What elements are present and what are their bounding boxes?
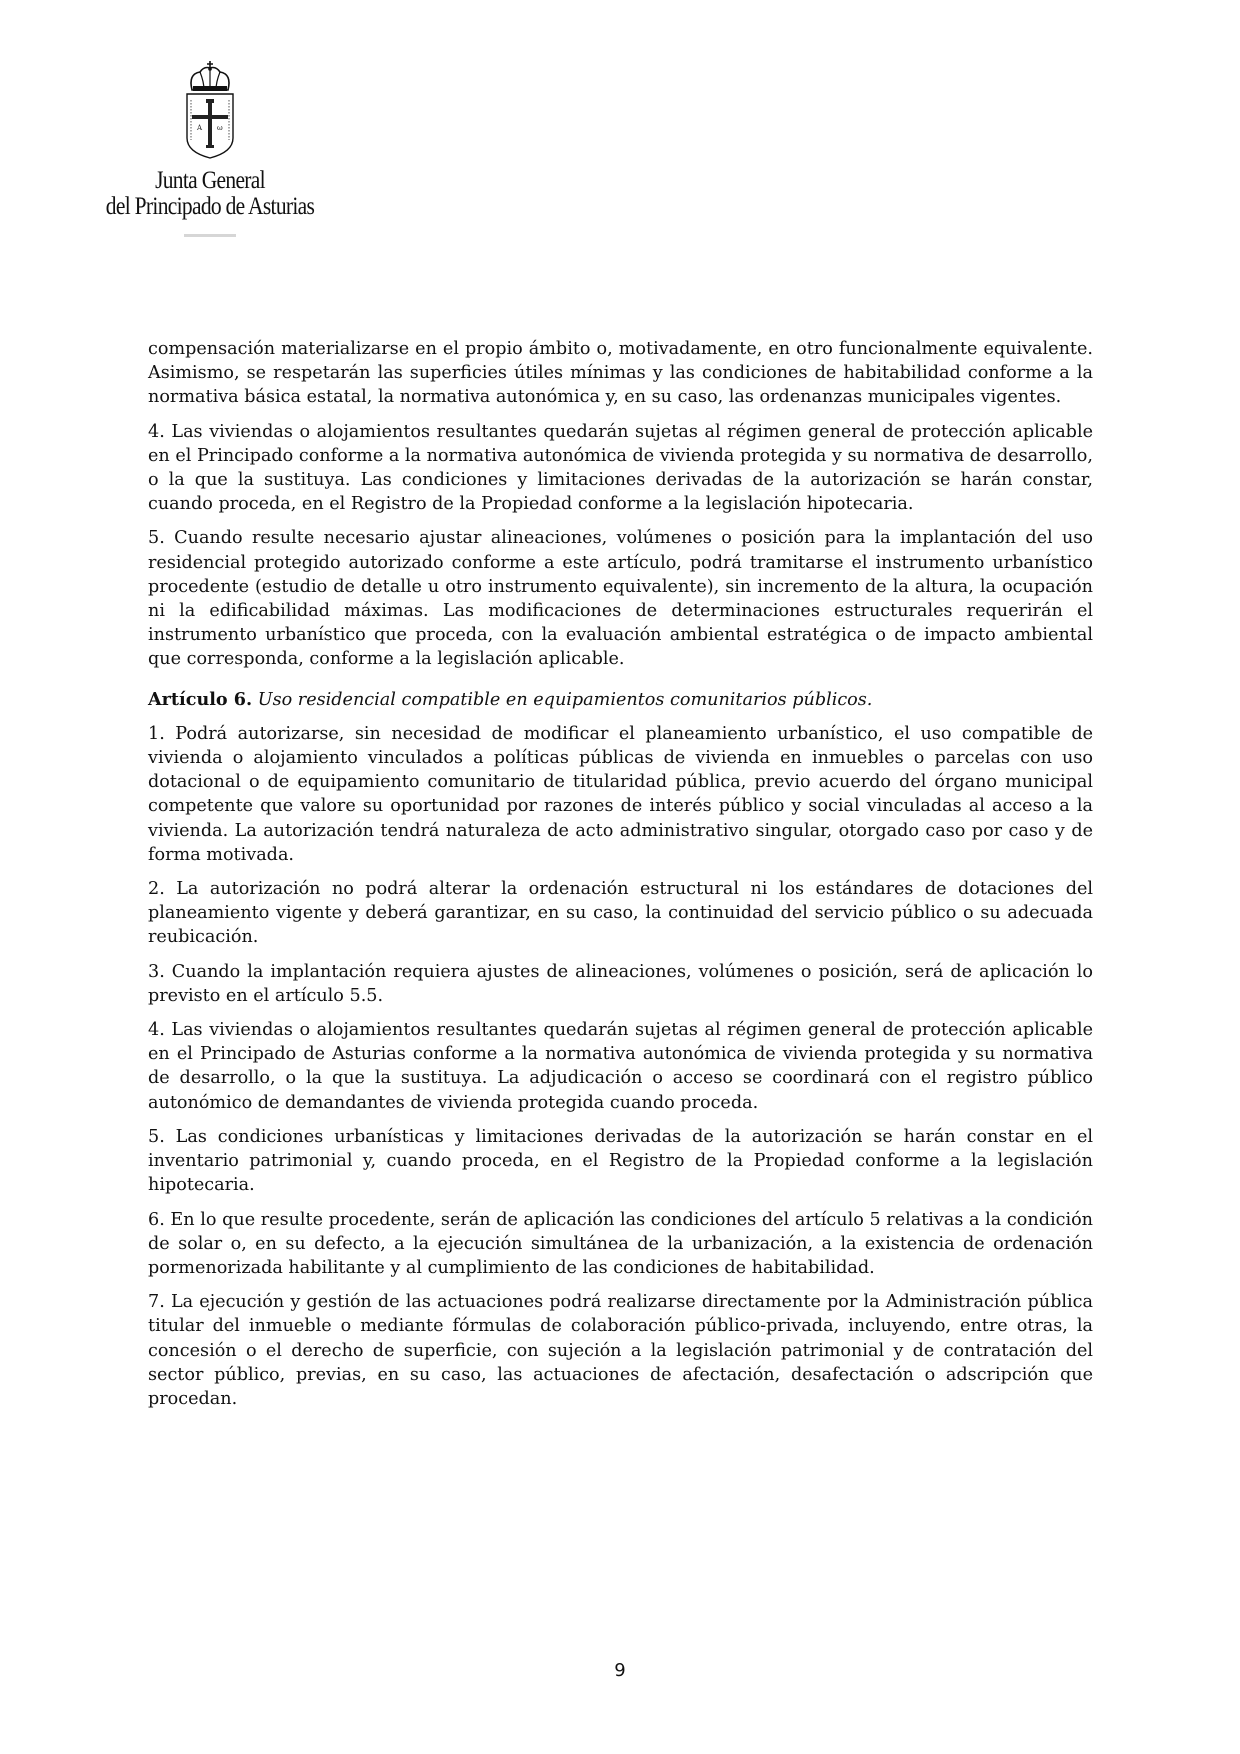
org-name-line1: Junta General	[155, 167, 265, 194]
article5-paragraph-4: 4. Las viviendas o alojamientos resultantes quedarán sujetas al régimen general de protección aplicable en el Principado conforme a la normativa autonómica de vivienda protegida y su normativa de desarrollo, o la que la sustituya. Las condiciones y limitaciones derivadas de la autorización se harán constar, cuando proceda, en el Registro de la Propiedad conforme a la legislación hipotecaria.	[148, 421, 1093, 515]
document-body	[148, 337, 1093, 1421]
article6-number: Artículo 6.	[148, 688, 253, 710]
article6-paragraph-2: 2. La autorización no podrá alterar la ordenación estructural ni los estándares de dotaciones del planeamiento vigente y deberá garantizar, en su caso, la continuidad del servicio público o su adecuada reubicación.	[148, 879, 1093, 948]
article6-paragraph-6: 6. En lo que resulte procedente, serán de aplicación las condiciones del artículo 5 relativas a la condición de solar o, en su defecto, a la ejecución simultánea de la urbanización, a la existencia de ordenación pormenorizada habilitante y al cumplimiento de las condiciones de habitabilidad.	[148, 1209, 1093, 1278]
article6-paragraph-1: 1. Podrá autorizarse, sin necesidad de modificar el planeamiento urbanístico, el uso compatible de vivienda o alojamiento vinculados a políticas públicas de vivienda en inmuebles o parcelas con uso dotacional o de equipamiento comunitario de titularidad pública, previo acuerdo del órgano municipal competente que valore su oportunidad por razones de interés público y social vinculadas al acceso a la vivienda. La autorización tendrá naturaleza de acto administrativo singular, otorgado caso por caso y de forma motivada.	[148, 723, 1093, 865]
header-divider	[184, 234, 236, 237]
org-name-line2: del Principado de Asturias	[105, 193, 315, 220]
article6-paragraph-4: 4. Las viviendas o alojamientos resultantes quedarán sujetas al régimen general de protección aplicable en el Principado de Asturias conforme a la normativa autonómica de vivienda protegida y su normativa de desarrollo, o la que la sustituya. La adjudicación o acceso se coordinará con el registro público autonómico de demandantes de vivienda protegida cuando proceda.	[148, 1020, 1093, 1113]
svg-text:A: A	[197, 124, 203, 132]
article6-paragraph-7: 7. La ejecución y gestión de las actuaciones podrá realizarse directamente por la Administración pública titular del inmueble o mediante fórmulas de colaboración público-privada, incluyendo, entre otras, la concesión o el derecho de superficie, con sujeción a la legislación patrimonial y de contratación del sector público, previas, en su caso, las actuaciones de afectación, desafectación o adscripción que procedan.	[148, 1292, 1093, 1409]
article5-paragraph-5: 5. Cuando resulte necesario ajustar alineaciones, volúmenes o posición para la implantación del uso residencial protegido autorizado conforme a este artículo, podrá tramitarse el instrumento urbanístico procedente (estudio de detalle u otro instrumento equivalente), sin incremento de la altura, la ocupación ni la edificabilidad máximas. Las modificaciones de determinaciones estructurales requerirán el instrumento urbanístico que proceda, con la evaluación ambiental estratégica o de impacto ambiental que corresponda, conforme a la legislación aplicable.	[148, 528, 1093, 670]
paragraph-continuation: compensación materializarse en el propio ámbito o, motivadamente, en otro funcionalmente equivalente. Asimismo, se respetarán las superficies útiles mínimas y las condiciones de habitabilidad conforme a la normativa básica estatal, la normativa autonómica y, en su caso, las ordenanzas municipales vigentes.	[148, 339, 1093, 408]
svg-text:ω: ω	[217, 124, 223, 132]
article6-paragraph-3: 3. Cuando la implantación requiera ajustes de alineaciones, volúmenes o posición, será de aplicación lo previsto en el artículo 5.5.	[148, 961, 1093, 1006]
asturias-coat-of-arms-icon	[182, 60, 238, 160]
article6-paragraph-5: 5. Las condiciones urbanísticas y limitaciones derivadas de la autorización se harán constar en el inventario patrimonial y, cuando proceda, en el Registro de la Propiedad conforme a la legislación hipotecaria.	[148, 1126, 1093, 1196]
page-number: 9	[614, 1660, 626, 1681]
article6-title: Uso residencial compatible en equipamientos comunitarios públicos.	[257, 689, 873, 710]
letterhead	[80, 60, 340, 237]
article6-heading	[148, 688, 1093, 712]
